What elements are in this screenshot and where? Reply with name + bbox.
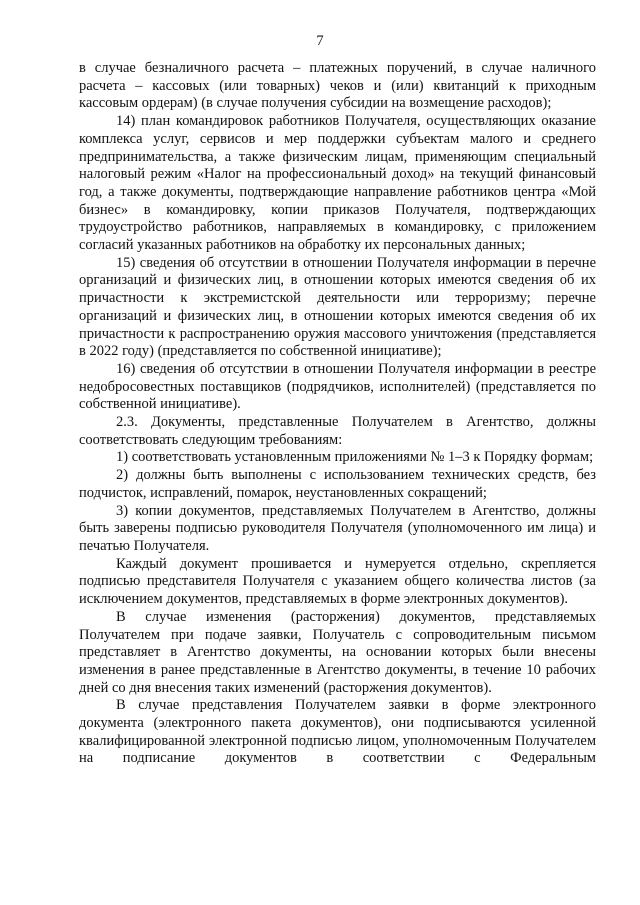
- paragraph-item-15: 15) сведения об отсутствии в отношении Получателя информации в перечне организаций и физических лиц, в отношении которых имеются сведения об их причастности к экстремистской деятельности или терроризму; перечне организаций и физических лиц, в отношении которых имеются сведения об их причастности к распространению оружия массового уничтожения (представляется в 2022 году) (представляется по собственной инициативе);: [79, 254, 596, 360]
- paragraph-changes: В случае изменения (расторжения) документов, представляемых Получателем при подаче заявки, Получатель с сопроводительным письмом представляет в Агентство документы, на основании которых были внесены изменения в ранее представленные в Агентство документы, в течение 10 рабочих дней со дня внесения таких изменений (расторжения документов).: [79, 608, 596, 696]
- paragraph-binding: Каждый документ прошивается и нумеруется отдельно, скрепляется подписью представителя Получателя с указанием общего количества листов (за исключением документов, представляемых в форме электронных документов).: [79, 555, 596, 608]
- paragraph-item-16: 16) сведения об отсутствии в отношении Получателя информации в реестре недобросовестных поставщиков (подрядчиков, исполнителей) (представляется по собственной инициативе).: [79, 360, 596, 413]
- page-number: 7: [316, 33, 324, 49]
- paragraph-requirement-2: 2) должны быть выполнены с использованием технических средств, без подчисток, исправлений, помарок, неустановленных сокращений;: [79, 467, 596, 501]
- document-body: [79, 60, 596, 768]
- paragraph-requirement-3: 3) копии документов, представляемых Получателем в Агентство, должны быть заверены подписью руководителя Получателя (уполномоченного им лица) и печатью Получателя.: [79, 502, 596, 554]
- paragraph-section-2-3: 2.3. Документы, представленные Получателем в Агентство, должны соответствовать следующим требованиям:: [79, 414, 596, 448]
- paragraph-requirement-1: 1) соответствовать установленным приложениями № 1–3 к Порядку формам;: [116, 449, 594, 466]
- paragraph-payment-documents: в случае безналичного расчета – платежных поручений, в случае наличного расчета – кассовых (или товарных) чеков и (или) квитанций к приходным кассовым ордерам) (в случае получения субсидии на возмещение расходов);: [79, 60, 596, 112]
- paragraph-item-14: 14) план командировок работников Получателя, осуществляющих оказание комплекса услуг, сервисов и мер поддержки субъектам малого и среднего предпринимательства, а также физическим лицам, применяющим специальный налоговый режим «Налог на профессиональный доход» на текущий финансовый год, а также документы, подтверждающие направление работников центра «Мой бизнес» в командировку, копии приказов Получателя, подтверждающих трудоустройство работников, направляемых в командировку, с приложением согласий указанных работников на обработку их персональных данных;: [79, 113, 596, 254]
- paragraph-electronic-submission: В случае представления Получателем заявки в форме электронного документа (электронного пакета документов), они подписываются усиленной квалифицированной электронной подписью лицом, уполномоченным Получателем на подписание документов в соответствии с Федеральным: [79, 697, 596, 767]
